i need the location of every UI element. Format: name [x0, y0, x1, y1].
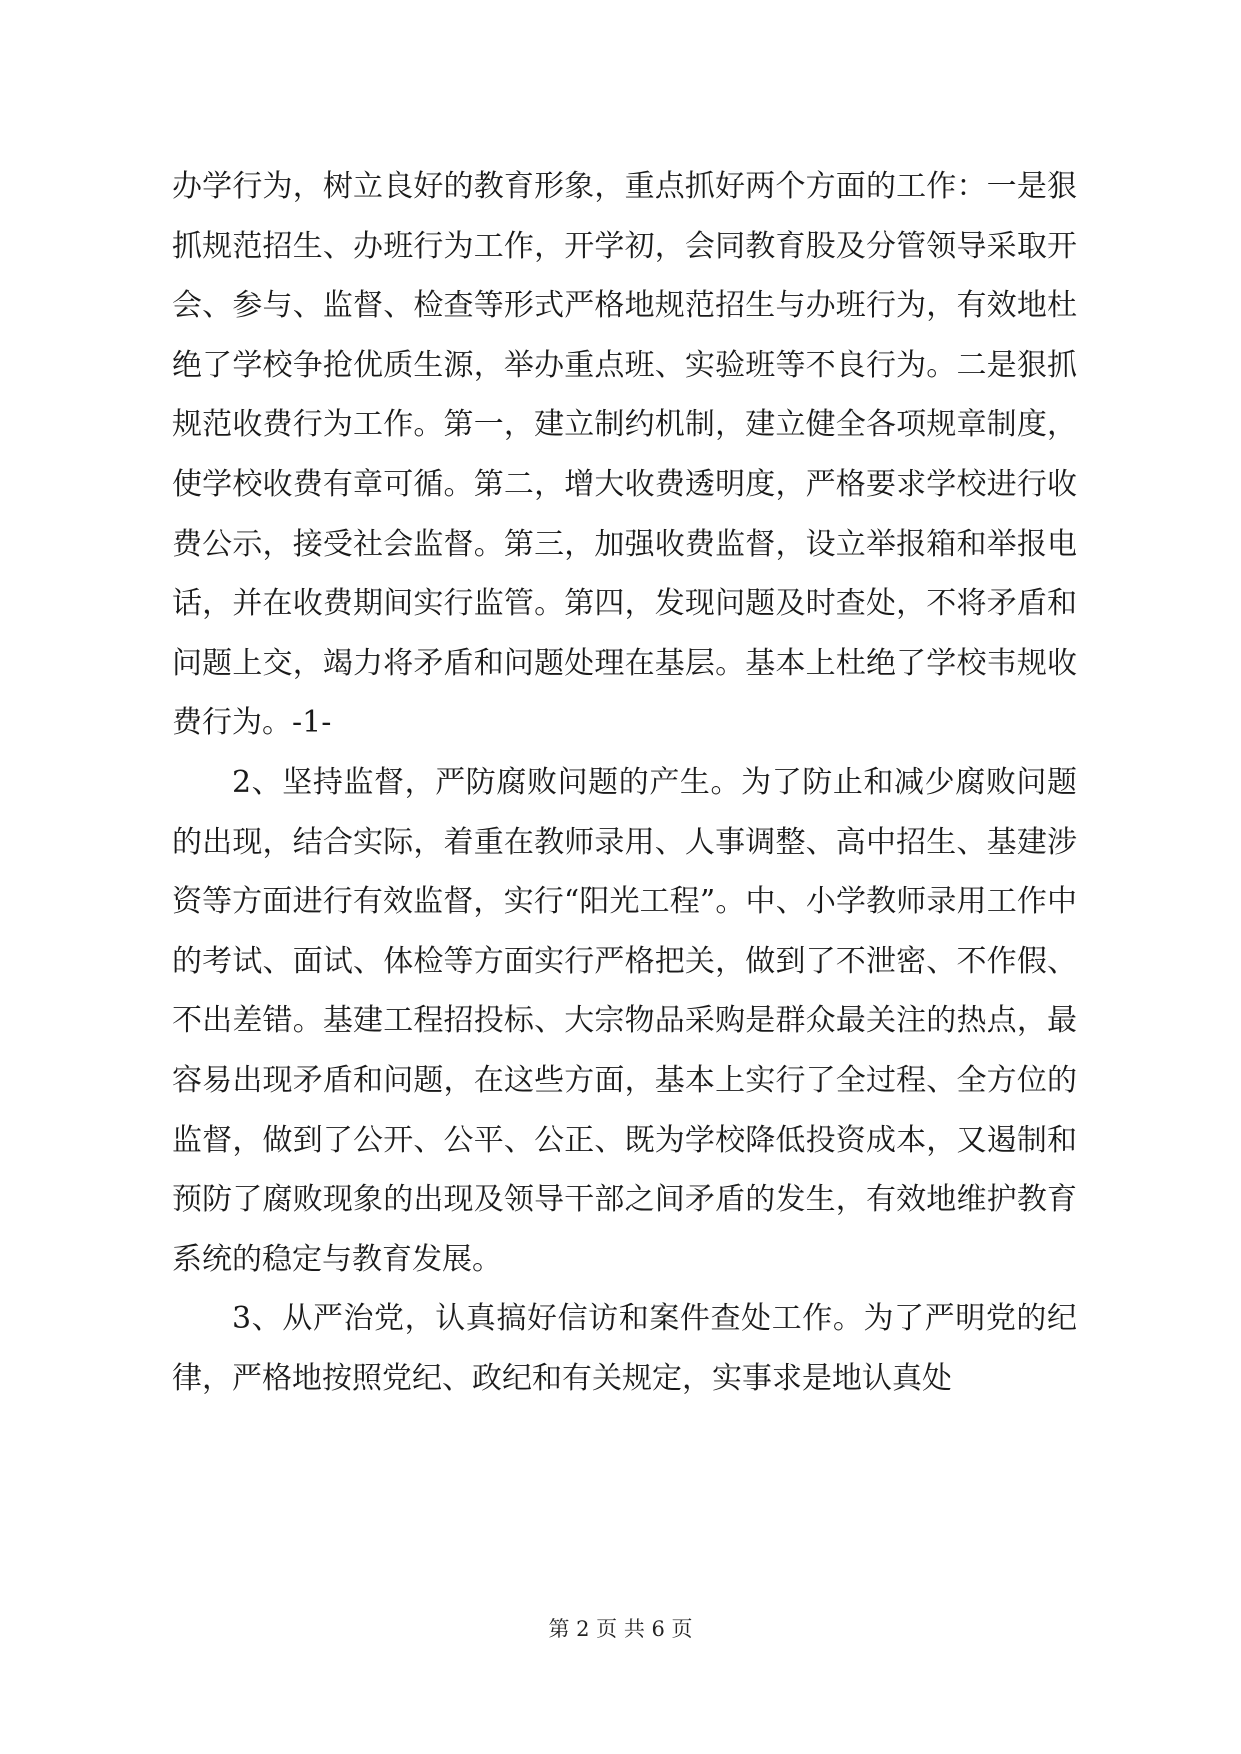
page-number-label: 第 2 页 共 6 页	[548, 1617, 693, 1641]
page-footer	[0, 1614, 1241, 1644]
document-body	[172, 157, 1077, 1408]
paragraph-item-3: 3、从严治党，认真搞好信访和案件查处工作。为了严明党的纪律，严格地按照党纪、政纪和有关规定，实事求是地认真处	[172, 1301, 1077, 1396]
paragraph-item-2: 2、坚持监督，严防腐败问题的产生。为了防止和减少腐败问题的出现，结合实际，着重在教师录用、人事调整、高中招生、基建涉资等方面进行有效监督，实行“阳光工程”。中、小学教师录用工作中的考试、面试、体检等方面实行严格把关，做到了不泄密、不作假、不出差错。基建工程招投标、大宗物品采购是群众最关注的热点，最容易出现矛盾和问题，在这些方面，基本上实行了全过程、全方位的监督，做到了公开、公平、公正、既为学校降低投资成本，又遏制和预防了腐败现象的出现及领导干部之间矛盾的发生，有效地维护教育系统的稳定与教育发展。	[172, 764, 1077, 1277]
paragraph-continuation: 办学行为，树立良好的教育形象，重点抓好两个方面的工作：一是狠抓规范招生、办班行为工作，开学初，会同教育股及分管领导采取开会、参与、监督、检查等形式严格地规范招生与办班行为，有效地杜绝了学校争抢优质生源，举办重点班、实验班等不良行为。二是狠抓规范收费行为工作。第一，建立制约机制，建立健全各项规章制度，使学校收费有章可循。第二，增大收费透明度，严格要求学校进行收费公示，接受社会监督。第三，加强收费监督，设立举报箱和举报电话，并在收费期间实行监管。第四，发现问题及时查处，不将矛盾和问题上交，竭力将矛盾和问题处理在基层。基本上杜绝了学校韦规收费行为。-1-	[172, 169, 1077, 741]
